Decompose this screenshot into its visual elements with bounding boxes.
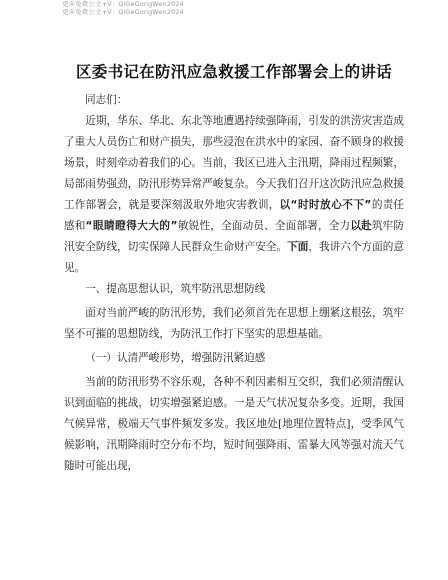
opening-text-e: ，我讲六个方面的意见。 (64, 241, 405, 274)
subsection-heading-1: （一）认清严峻形势，增强防汛紧迫感 (85, 352, 266, 364)
watermark (62, 0, 184, 16)
opening-text-d: 筑牢防汛安全防线，切实保障人民群众生命财产安全。 (64, 220, 405, 253)
section-1-paragraph: 面对当前严峻的防汛形势，我们必须首先在思想上绷紧这根弦，筑牢坚不可摧的思想防线，为防汛工作打下坚实的思想基础。 (64, 307, 404, 340)
bold-phrase-1: 以赴 (350, 220, 372, 232)
opening-text-a: 近期，华东、华北、东北等地遭遇持续强降雨，引发的洪涝灾害造成了重大人员伤亡和财产损失，那些浸泡在洪水中的家园、奋不顾身的救援场景，时刻牵动着我们的心。当前，我区已进入主汛期，降雨过程频繁，局部雨势强劲，防汛形势异常严峻复杂。今天我们召开这次防汛应急救援工作部署会，就是要深刻汲取外地灾害教训， (64, 115, 404, 211)
section-heading-1: 一、提高思想认识，筑牢防汛思想防线 (85, 283, 266, 295)
watermark-line-1: 更多免费公文+V：QiGeGongWen2024 (62, 0, 184, 8)
subsection-1-paragraph: 当前的防汛形势不容乐观，各种不利因素相互交织，我们必须清醒认识到面临的挑战，切实增强紧迫感。一是天气状况复杂多变。近期，我国气候异常，极端天气事件频发多发。我区地处[地理位置特点]，受季风气候影响，汛期降雨时空分布不均，短时间强降雨、雷暴大风等强对流天气随时可能出现， (64, 376, 404, 472)
salutation: 同志们： (85, 94, 128, 106)
bold-phrase-2: 下面 (287, 241, 309, 253)
quote-phrase-1: 以“时时放心不下” (279, 199, 372, 211)
opening-text-b: 的责任感和 (64, 199, 405, 232)
opening-text-c: 敏锐性，全面动员、全面部署，全力 (177, 220, 351, 232)
document-page (64, 60, 404, 477)
document-title: 区委书记在防汛应急救援工作部署会上的讲话 (75, 63, 392, 81)
opening-paragraph (64, 111, 404, 279)
watermark-line-2: 更多免费公文+V：QiGeGongWen2024 (62, 8, 184, 16)
quote-phrase-2: “眼睛瞪得大大的” (85, 220, 178, 232)
